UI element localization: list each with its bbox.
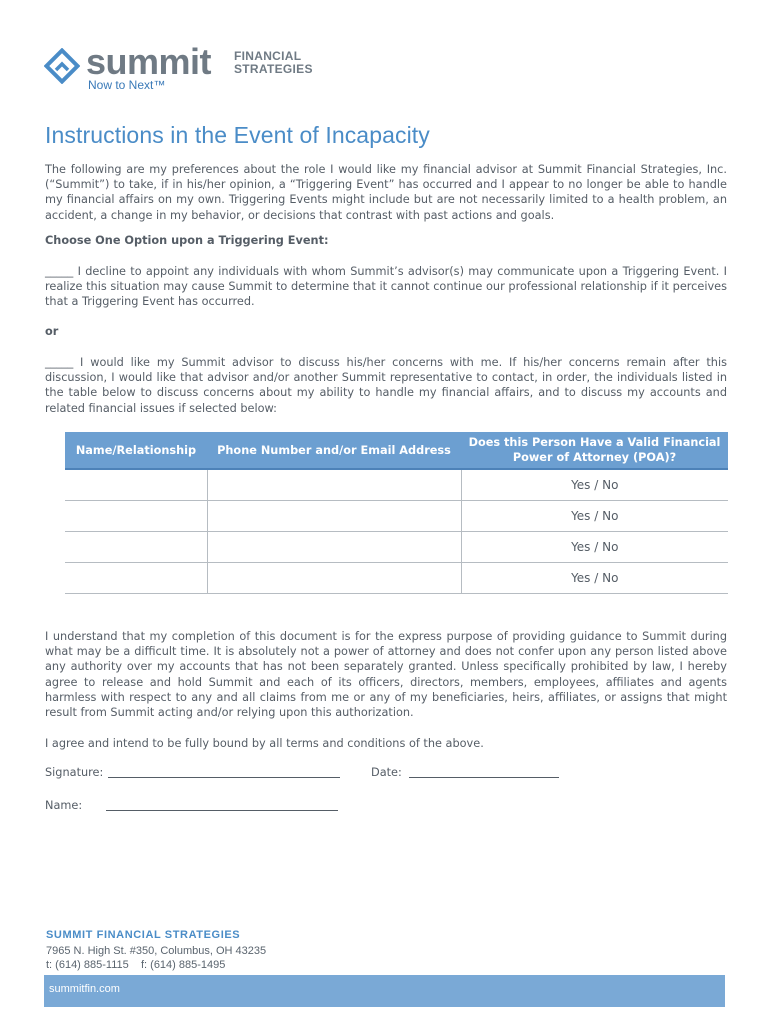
name-relationship-cell[interactable] [65, 563, 207, 594]
name-label: Name: [45, 799, 83, 812]
poa-yes-no-cell[interactable]: Yes / No [461, 532, 728, 563]
logo-tagline: Now to Next™ [88, 78, 166, 92]
footer-company-name: SUMMIT FINANCIAL STRATEGIES [46, 929, 241, 941]
footer-address: 7965 N. High St. #350, Columbus, OH 43235 [46, 945, 267, 957]
phone-email-cell[interactable] [207, 501, 461, 532]
option-decline-paragraph: _____ I decline to appoint any individuals with whom Summit’s advisor(s) may communicate upon a Triggering Event. I realize this situation may cause Summit to determine that it cannot continue our professional relationship if it perceives that a Triggering Event has occurred. [45, 265, 727, 309]
summit-logo [44, 41, 324, 94]
header-name-relationship: Name/Relationship [65, 432, 207, 469]
page-title: Instructions in the Event of Incapacity [45, 122, 430, 148]
logo-wordmark: summit [86, 41, 212, 82]
choose-option-heading: Choose One Option upon a Triggering Event: [45, 234, 329, 247]
agreement-statement: I agree and intend to be fully bound by all terms and conditions of the above. [45, 737, 484, 750]
poa-yes-no-cell[interactable]: Yes / No [461, 501, 728, 532]
name-line[interactable] [106, 810, 338, 811]
signature-label: Signature: [45, 766, 104, 779]
contacts-table [65, 432, 728, 594]
table-row [65, 532, 728, 563]
header-phone-email: Phone Number and/or Email Address [207, 432, 461, 469]
table-row [65, 501, 728, 532]
intro-paragraph: The following are my preferences about the role I would like my financial advisor at Summit Financial Strategies, Inc. (“Summit”) to take, if in his/her opinion, a “Triggering Event” has occurred and I appear to no longer be able to handle my financial affairs on my own. Triggering Events might include but are not necessarily limited to a health problem, an accident, a change in my behavior, or decisions that contrast with past actions and goals. [45, 163, 727, 222]
poa-yes-no-cell[interactable]: Yes / No [461, 563, 728, 594]
summit-diamond-icon [44, 48, 80, 84]
table-row [65, 469, 728, 501]
name-relationship-cell[interactable] [65, 532, 207, 563]
phone-email-cell[interactable] [207, 469, 461, 501]
logo-subtitle [234, 50, 313, 76]
poa-yes-no-cell[interactable]: Yes / No [461, 469, 728, 501]
option-appoint-paragraph: _____ I would like my Summit advisor to discuss his/her concerns with me. If his/her concerns remain after this discussion, I would like that advisor and/or another Summit representative to contact, in order, the individuals listed in the table below to discuss concerns about my ability to handle my financial affairs, and to discuss my accounts and related financial issues if selected below: [45, 356, 727, 415]
signature-line[interactable] [108, 777, 340, 778]
footer-bar [44, 975, 725, 1007]
date-line[interactable] [409, 777, 559, 778]
table-header-row [65, 432, 728, 469]
date-label: Date: [371, 766, 402, 779]
phone-email-cell[interactable] [207, 532, 461, 563]
table-row [65, 563, 728, 594]
footer-website-link[interactable]: summitfin.com [49, 983, 120, 995]
name-relationship-cell[interactable] [65, 501, 207, 532]
or-label: or [45, 325, 59, 338]
logo-subtitle-line1: FINANCIAL [234, 49, 302, 63]
logo-subtitle-line2: STRATEGIES [234, 62, 313, 76]
footer-phones: t: (614) 885-1115 f: (614) 885-1495 [46, 959, 226, 971]
header-poa: Does this Person Have a Valid Financial Power of Attorney (POA)? [461, 432, 728, 469]
phone-email-cell[interactable] [207, 563, 461, 594]
footer-contact-block [46, 944, 266, 972]
name-relationship-cell[interactable] [65, 469, 207, 501]
understanding-paragraph: I understand that my completion of this document is for the express purpose of providing guidance to Summit during what may be a difficult time. It is absolutely not a power of attorney and does not confer upon any person listed above any authority over my accounts that has not been separately granted. Unless specifically prohibited by law, I hereby agree to release and hold Summit and each of its officers, directors, members, employees, affiliates and agents harmless with respect to any and all claims from me or any of my beneficiaries, heirs, affiliates, or assigns that might result from Summit acting and/or relying upon this authorization. [45, 630, 727, 720]
